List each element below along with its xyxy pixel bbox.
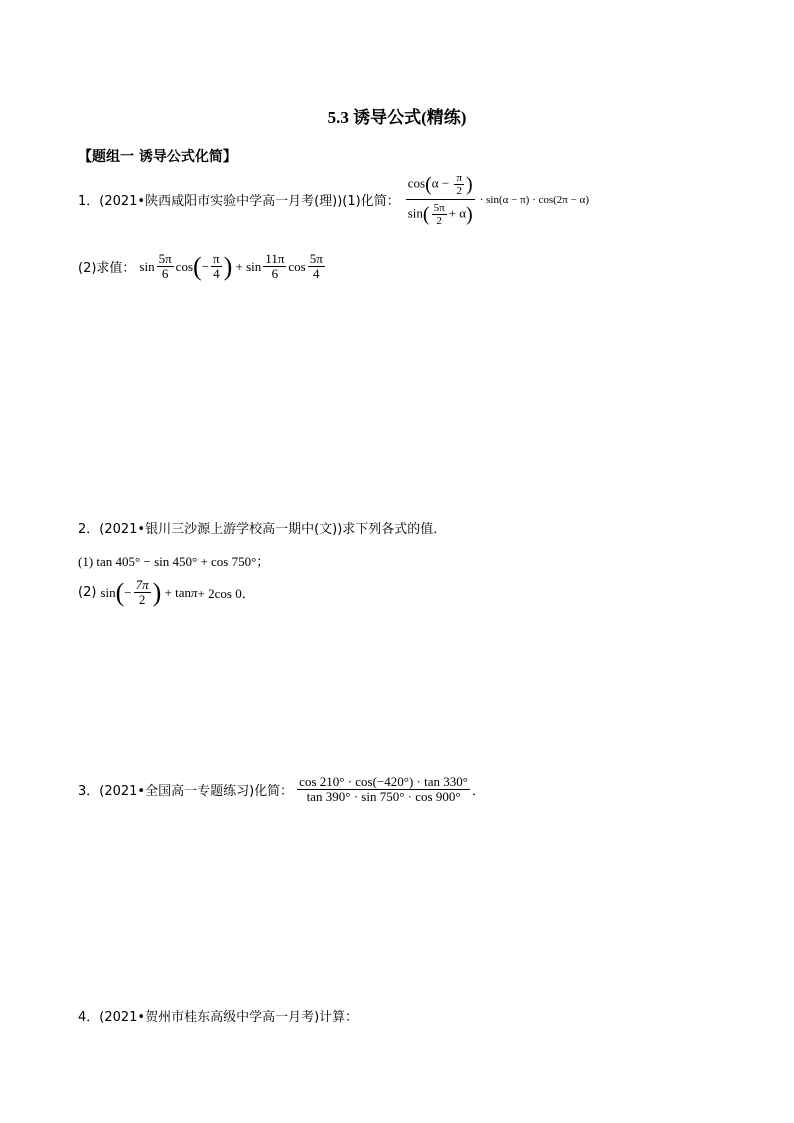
question-2-part-2-expression: sin ( − $\frac{7\pi}{2}$ ) + tan π + 2cos 0． (100, 577, 255, 608)
question-1-part-2-expression: sin $\frac{5\pi}{6}$ cos ( − $\frac{\pi}{4}$ ) + sin $\frac{11\pi}{6}$ cos $\frac{5\pi}{4}$ (139, 251, 323, 282)
question-1: 1．(2021•陕西咸阳市实验中学高一月考(理))(1)化简： cos(α − $\frac{\pi}{2}$ ) sin( $\frac{5\pi}{2}$ + α) · sin(α − π) · cos(2π − α) (78, 172, 589, 228)
question-1-fraction: cos(α − $\frac{\pi}{2}$ ) sin( $\frac{5\pi}{2}$ + α) (407, 172, 473, 228)
question-3-numerator: cos 210° · cos(−420°) · tan 330° (299, 774, 468, 789)
question-3 (78, 775, 485, 805)
question-1-part-2 (78, 252, 327, 282)
question-3-end: ． (471, 784, 485, 800)
question-2-prefix: 2．(2021•银川三沙源上游学校高一期中(文))求下列各式的值． (78, 522, 447, 537)
question-3-fraction (297, 775, 470, 805)
question-2-part-2-prefix: (2) (78, 585, 97, 601)
group-heading: 【题组一 诱导公式化简】 (78, 149, 237, 165)
question-3-prefix: 3．(2021•全国高一专题练习)化简： (78, 784, 294, 800)
question-3-denominator: tan 390° · sin 750° · cos 900° (306, 789, 461, 805)
page-title: 5.3 诱导公式(精练) (327, 108, 467, 127)
question-1-prefix: 1．(2021•陕西咸阳市实验中学高一月考(理))(1)化简： (78, 194, 400, 210)
question-1-part-2-prefix: (2)求值： (78, 261, 136, 277)
question-2-part-1: (1) tan 405° − sin 450° + cos 750°； (78, 554, 270, 569)
question-4-prefix: 4．(2021•贺州市桂东高级中学高一月考)计算： (78, 1010, 359, 1025)
question-2-part-2 (78, 578, 255, 608)
